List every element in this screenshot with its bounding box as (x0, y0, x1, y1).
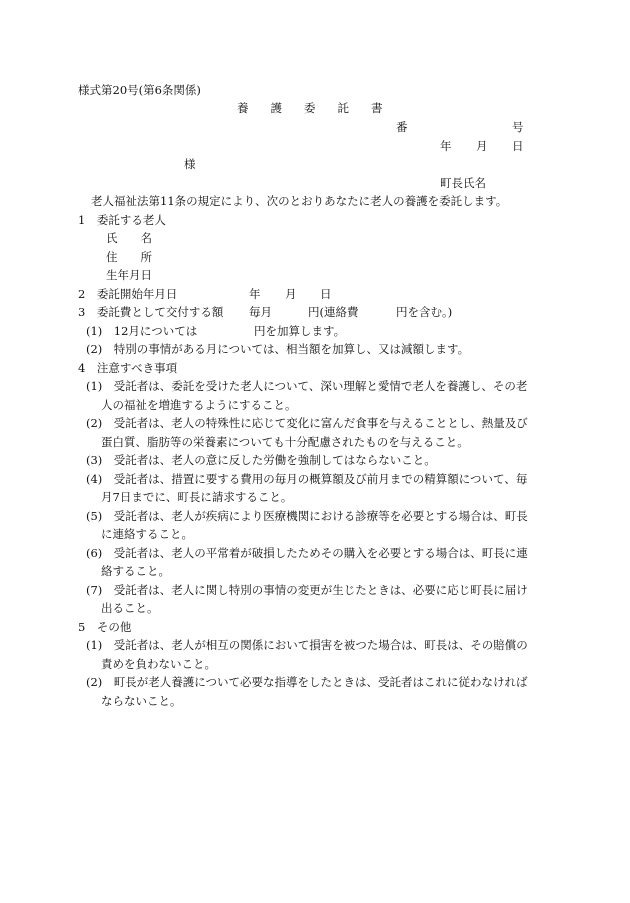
contact-fee-label: 円(連絡費 (308, 305, 359, 319)
section3-heading: 3 委託費として交付する額 (78, 305, 224, 319)
start-year: 年 (249, 287, 261, 301)
document-title: 養護委託書 (237, 101, 405, 115)
section4-item4-line1: (4) 受託者は、措置に要する費用の毎月の概算額及び前月までの精算額について、毎 (86, 472, 528, 486)
section3-item2: (2) 特別の事情がある月については、相当額を加算し、又は減額します。 (86, 342, 470, 356)
sender-name: 町長氏名 (440, 176, 486, 190)
start-day: 日 (320, 287, 332, 301)
number-suffix: 号 (512, 120, 524, 134)
section4-item1-line2: 人の福祉を増進するようにすること。 (101, 398, 297, 412)
section4-item1-line1: (1) 受託者は、委託を受けた老人について、深い理解と愛情で老人を養護し、その老 (86, 379, 528, 393)
section4-item6-line1: (6) 受託者は、老人の平常着が破損したためその購入を必要とする場合は、町長に連 (86, 546, 528, 560)
section4-item7-line2: 出ること。 (101, 601, 159, 615)
section5-item2-line2: ならないこと。 (101, 694, 182, 708)
section5-item1-line1: (1) 受託者は、老人が相互の関係において損害を被つた場合は、町長は、その賠償の (86, 638, 528, 652)
birthdate-label: 生年月日 (106, 268, 152, 282)
date-month: 月 (476, 139, 488, 153)
monthly-label: 毎月 (249, 305, 272, 319)
section3-item1-suffix: 円を加算します。 (254, 324, 346, 338)
section4-item4-line2: 月7日までに、町長に請求すること。 (101, 490, 293, 504)
section4-item6-line2: 絡すること。 (101, 564, 170, 578)
start-month: 月 (285, 287, 297, 301)
section5-item2-line1: (2) 町長が老人養護について必要な指導をしたときは、受託者はこれに従わなければ (86, 675, 528, 689)
name-label: 氏 名 (106, 231, 152, 245)
section5-item1-line2: 責めを負わないこと。 (101, 657, 216, 671)
section4-item2-line2: 蛋白質、脂肪等の栄養素についても十分配慮されたものを与えること。 (101, 435, 469, 449)
intro-text: 老人福祉法第11条の規定により、次のとおりあなたに老人の養護を委託します。 (91, 194, 508, 208)
section4-heading: 4 注意すべき事項 (78, 361, 178, 375)
section4-item7-line1: (7) 受託者は、老人に関し特別の事情の変更が生じたときは、必要に応じ町長に届け (86, 583, 528, 597)
addressee-suffix: 様 (184, 157, 196, 171)
section1-heading: 1 委託する老人 (78, 213, 166, 227)
form-number: 様式第20号(第6条関係) (78, 83, 201, 97)
number-label: 番 (396, 120, 408, 134)
date-day: 日 (512, 139, 524, 153)
section5-heading: 5 その他 (78, 620, 132, 634)
date-year: 年 (440, 139, 452, 153)
section4-item5-line1: (5) 受託者は、老人が疾病により医療機関における診療等を必要とする場合は、町長 (86, 509, 528, 523)
address-label: 住 所 (106, 250, 152, 264)
section3-item1-prefix: (1) 12月については (86, 324, 198, 338)
included-label: 円を含む。) (396, 305, 453, 319)
section2-heading: 2 委託開始年月日 (78, 287, 178, 301)
section4-item5-line2: に連絡すること。 (101, 527, 193, 541)
section4-item2-line1: (2) 受託者は、老人の特殊性に応じて変化に富んだ食事を与えることとし、熱量及び (86, 416, 528, 430)
section4-item3-line1: (3) 受託者は、老人の意に反した労働を強制してはならないこと。 (86, 453, 436, 467)
